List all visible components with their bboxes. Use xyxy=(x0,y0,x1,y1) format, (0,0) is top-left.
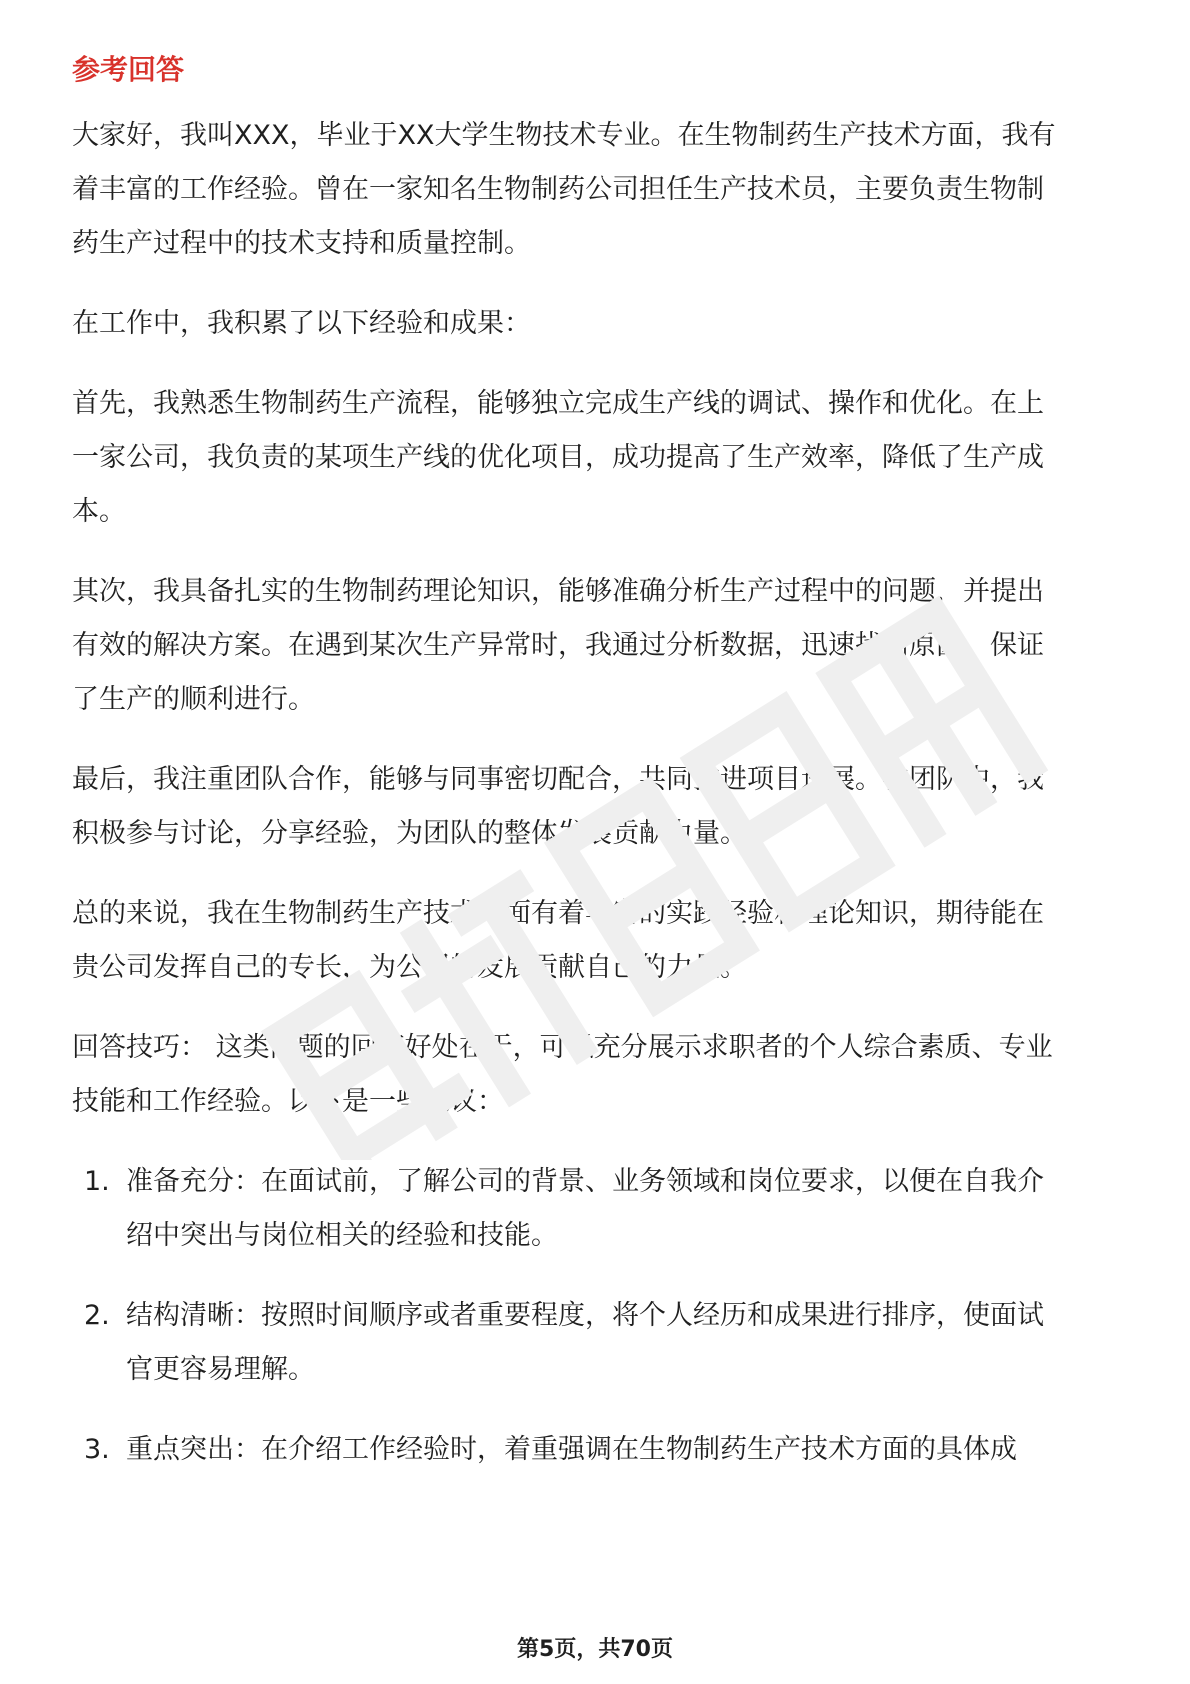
paragraph-line: 在工作中，我积累了以下经验和成果： xyxy=(72,308,531,339)
page-footer: 第5页，共70页 xyxy=(517,1637,673,1662)
list-item-line: 官更容易理解。 xyxy=(126,1354,315,1385)
list-item-line: 绍中突出与岗位相关的经验和技能。 xyxy=(126,1220,558,1251)
list-number: 1. xyxy=(84,1166,110,1197)
list-item-line: 重点突出：在介绍工作经验时，着重强调在生物制药生产技术方面的具体成 xyxy=(126,1434,1017,1465)
list-number: 2. xyxy=(84,1300,110,1331)
paragraph-line: 其次，我具备扎实的生物制药理论知识，能够准确分析生产过程中的问题，并提出 xyxy=(72,576,1044,607)
paragraph-line: 首先，我熟悉生物制药生产流程，能够独立完成生产线的调试、操作和优化。在上 xyxy=(72,388,1044,419)
paragraph-line: 有效的解决方案。在遇到某次生产异常时，我通过分析数据，迅速找出原因，保证 xyxy=(72,630,1044,661)
paragraph-line: 贵公司发挥自己的专长，为公司的发展贡献自己的力量。 xyxy=(72,952,747,983)
paragraph-line: 了生产的顺利进行。 xyxy=(72,684,315,715)
paragraph-line: 着丰富的工作经验。曾在一家知名生物制药公司担任生产技术员，主要负责生物制 xyxy=(72,174,1044,205)
paragraph-line: 总的来说，我在生物制药生产技术方面有着丰富的实践经验和理论知识，期待能在 xyxy=(72,898,1044,929)
section-heading: 参考回答 xyxy=(72,53,185,86)
paragraph-line: 药生产过程中的技术支持和质量控制。 xyxy=(72,228,531,259)
list-item-line: 结构清晰：按照时间顺序或者重要程度，将个人经历和成果进行排序，使面试 xyxy=(126,1300,1044,1331)
paragraph-line: 本。 xyxy=(72,496,126,527)
paragraph-line: 回答技巧： 这类问题的回答好处在于，可以充分展示求职者的个人综合素质、专业 xyxy=(72,1032,1053,1063)
list-item-line: 准备充分：在面试前，了解公司的背景、业务领域和岗位要求，以便在自我介 xyxy=(126,1166,1044,1197)
paragraph-line: 积极参与讨论，分享经验，为团队的整体发展贡献力量。 xyxy=(72,818,747,849)
list-number: 3. xyxy=(84,1434,110,1465)
paragraph-line: 技能和工作经验。以下是一些建议： xyxy=(72,1086,504,1117)
paragraph-line: 大家好，我叫XXX，毕业于XX大学生物技术专业。在生物制药生产技术方面，我有 xyxy=(72,120,1056,151)
paragraph-line: 一家公司，我负责的某项生产线的优化项目，成功提高了生产效率，降低了生产成 xyxy=(72,442,1044,473)
paragraph-line: 最后，我注重团队合作，能够与同事密切配合，共同推进项目进展。在团队中，我 xyxy=(72,764,1044,795)
